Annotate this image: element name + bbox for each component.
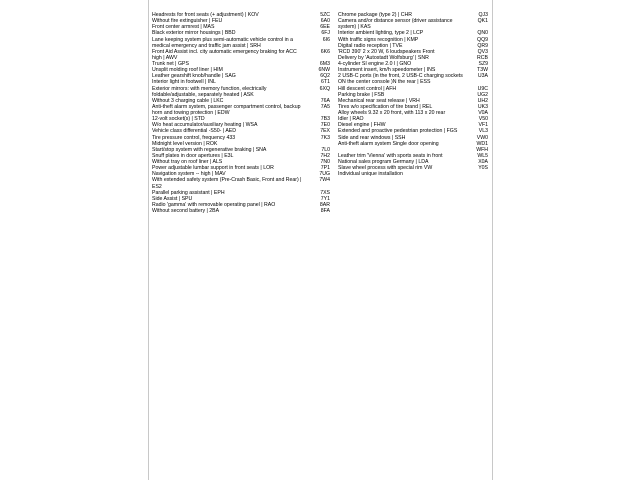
list-item	[152, 49, 330, 61]
item-description: Delivery by 'Autostadt Wolfsburg' | SNR	[338, 54, 429, 61]
list-item	[152, 177, 330, 189]
list-item	[338, 171, 488, 177]
item-code: 76A	[320, 97, 330, 104]
item-code: QV3	[477, 48, 488, 55]
item-description: Navigation system -- high | MAV	[152, 171, 226, 178]
item-description: Leather trim 'Vienna' with sports seats in front	[338, 152, 443, 159]
item-description: Without 3 charging cable | LKC	[152, 97, 224, 104]
item-description: Anti-theft alarm system, passenger compartment control, backup horn and towing protection | EDW	[152, 103, 301, 116]
item-description: Tires w/o specification of tire brand | REL	[338, 103, 433, 110]
item-code: 6A0	[320, 18, 330, 25]
item-description: Alloy wheels 9.32 x 20 front, with 113 x 20 rear	[338, 110, 446, 116]
item-description: Power adjustable lumbar support in front seats | LOR	[152, 165, 274, 172]
item-description: 12-volt socket(s) | STD	[152, 116, 205, 123]
item-code: 6EE	[320, 24, 330, 31]
item-description: Snuff plates in door apertures | E3L	[152, 152, 234, 159]
item-description: Front Aid Assist incl. city automatic emergency braking for ACC high | AWV	[152, 48, 297, 61]
item-description: Side Assist | SPU	[152, 195, 193, 202]
equipment-code-columns	[152, 12, 488, 214]
item-description: Trunk net | GPS	[152, 61, 189, 67]
item-code: QN0	[477, 30, 488, 37]
item-code: 7XS	[320, 189, 330, 196]
list-item	[152, 208, 330, 214]
item-code: 6NW	[318, 67, 330, 74]
item-code: 6M3	[319, 61, 330, 67]
item-code: 7P1	[320, 165, 330, 172]
item-code: 7UG	[319, 171, 330, 178]
item-code: UH2	[477, 97, 488, 104]
left-rule	[148, 0, 149, 480]
item-code: 6I6	[322, 36, 330, 43]
item-description: Without fire extinguisher | FEU	[152, 18, 223, 25]
item-description: Digital radio reception | TVE	[338, 42, 403, 49]
list-item	[338, 73, 488, 85]
item-description: Hill descent control | AFH	[338, 85, 397, 92]
item-description: Anti-theft alarm system Single door opening	[338, 140, 439, 147]
item-code: 7Y1	[320, 195, 330, 202]
item-code: X0A	[478, 159, 488, 165]
item-description: Radio 'gamma' with removable operating panel | RAO	[152, 201, 276, 208]
item-description: With extended safety system (Pre-Crash Basic, Front and Rear) | ES2	[152, 177, 302, 190]
list-item	[152, 86, 330, 98]
item-description: National sales program Germany | LDA	[338, 159, 429, 165]
equipment-column-left	[152, 12, 330, 214]
item-code: 7W4	[319, 177, 330, 184]
item-code: U9C	[477, 85, 488, 92]
item-code: QR9	[477, 42, 488, 49]
item-description: Individual unique installation	[338, 171, 403, 178]
item-description: Parking brake | FSB	[338, 91, 385, 98]
item-code: QJ3	[478, 12, 488, 18]
item-code: 6FJ	[321, 30, 330, 37]
item-description: Interior light in footwell | INL	[152, 79, 216, 86]
item-code: 6Q2	[320, 73, 330, 80]
item-code: 7A5	[320, 103, 330, 110]
right-rule	[492, 0, 493, 480]
item-description: Tire pressure control, frequency 433	[152, 134, 236, 141]
item-code: Y0S	[478, 165, 488, 172]
list-item	[152, 37, 330, 49]
item-code: T3W	[477, 67, 488, 74]
item-description: Mechanical rear seat release | VRH	[338, 97, 420, 104]
item-description: Extended and proactive pedestrian protection | FGS	[338, 128, 458, 135]
item-code: 6XQ	[319, 85, 330, 92]
item-description: Camera and/or distance sensor (driver assistance system) | KAS	[338, 18, 453, 31]
item-code: U3A	[477, 73, 488, 80]
item-description: Leather gearshift knob/handle | SAG	[152, 73, 236, 80]
item-code: 7EX	[320, 128, 330, 135]
item-description: Instrument insert, km/h speedometer | INS	[338, 67, 436, 74]
item-code: WL5	[477, 152, 488, 159]
item-description: Vehicle class differential -S50- | AED	[152, 128, 237, 135]
item-code: 7K3	[320, 134, 330, 141]
item-code: UG2	[477, 91, 488, 98]
item-description: Midnight level version | ROK	[152, 140, 218, 147]
item-code: QK1	[477, 18, 488, 25]
item-code: QQ9	[477, 36, 488, 43]
item-code: VW0	[476, 134, 488, 141]
item-code: 6K6	[320, 48, 330, 55]
item-description: Lane keeping system plus semi-automatic vehicle control in a medical emergency and traffic jam assist | SRH	[152, 36, 293, 49]
item-code: 7E0	[320, 122, 330, 129]
item-code: 7L0	[321, 146, 330, 153]
item-code: 8FA	[320, 208, 330, 214]
item-description: Exterior mirrors: with memory function, electrically foldable/adjustable, separately heated | ASK	[152, 85, 267, 98]
list-item	[152, 104, 330, 116]
item-description: Parallel parking assistant | EPH	[152, 189, 225, 196]
item-code: V50	[478, 116, 488, 123]
item-code: 7N0	[320, 159, 330, 165]
item-code: VL3	[478, 128, 488, 135]
item-code: 5ZC	[320, 12, 330, 18]
item-description: Idler | RAO	[338, 116, 364, 123]
item-code: 8AR	[319, 201, 330, 208]
item-description: Diesel engine | FHW	[338, 122, 386, 129]
item-code: V0A	[478, 110, 488, 116]
item-code: VF1	[478, 122, 488, 129]
item-description: 2 USB-C ports (in the front, 2 USB-C charging sockets ON the center console )N the rear | ESS	[338, 73, 463, 86]
item-description: With traffic signs recognition | KMP	[338, 36, 419, 43]
item-description: Front center armrest | MAS	[152, 24, 215, 31]
item-description: Unsplit molding roof liner | HIM	[152, 67, 223, 74]
item-description: Chrome package (type 2) | CHR	[338, 12, 413, 18]
item-description: Headrests for front seats (+ adjustment) | KOV	[152, 12, 259, 18]
item-code: WD1	[476, 140, 488, 147]
list-item	[338, 18, 488, 30]
item-description: Black exterior mirror housings | BBD	[152, 30, 236, 37]
item-code: WFH	[476, 146, 488, 153]
item-code: 7B3	[320, 116, 330, 123]
item-description: 'RCD 390' 2 x 20 W, 6 loudspeakers Front	[338, 48, 435, 55]
item-description: W/o heat accumulator/auxiliary heating | WSA	[152, 122, 258, 129]
item-description: Start/stop system with regenerative braking | SNA	[152, 146, 267, 153]
equipment-column-right	[338, 12, 488, 214]
item-description: 4-cylinder SI engine 2.0 l | GNO	[338, 61, 412, 67]
item-description: Without tray on roof liner | ALS	[152, 159, 223, 165]
item-description: Side and rear windows | SSH	[338, 134, 406, 141]
item-code: 6T1	[321, 79, 330, 86]
item-code: RCB	[477, 54, 488, 61]
item-code: 7H2	[320, 152, 330, 159]
item-code: SZ9	[478, 61, 488, 67]
item-description: Interior ambient lighting, type 2 | LCP	[338, 30, 424, 37]
item-description: Without second battery | 2BA	[152, 208, 220, 214]
item-description: Slave wheel process with special rim VW	[338, 165, 433, 172]
item-code: UK3	[477, 103, 488, 110]
